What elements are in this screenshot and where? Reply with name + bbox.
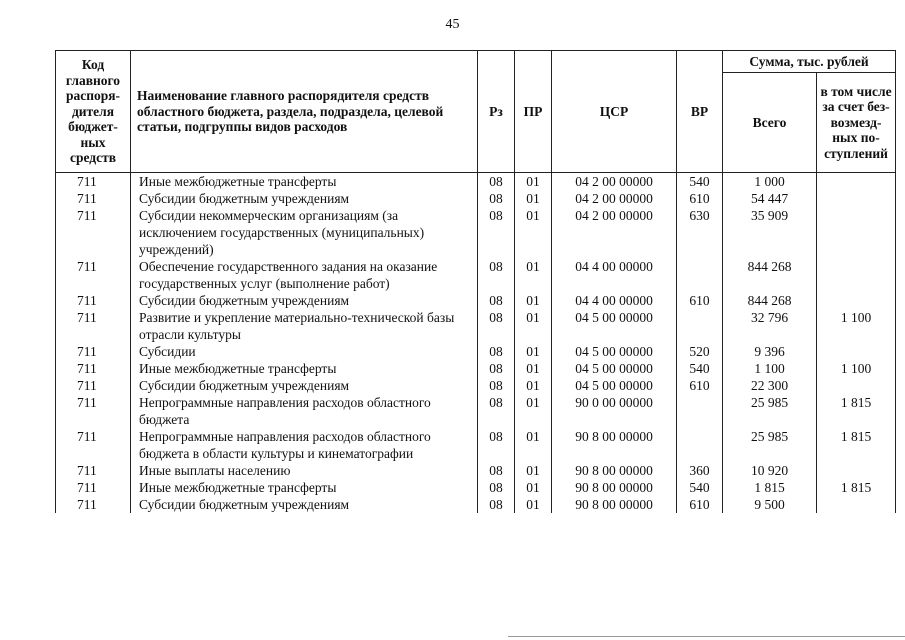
total-cell: 9 500: [723, 496, 817, 513]
table-row: [56, 377, 896, 394]
table-row: [56, 496, 896, 513]
total-cell: 844 268: [723, 292, 817, 309]
csr-cell: 04 5 00 00000: [552, 343, 677, 360]
total-cell: 10 920: [723, 462, 817, 479]
pr-cell: 01: [515, 207, 552, 258]
table-row: [56, 343, 896, 360]
name-cell: Субсидии бюджетным учреждениям: [131, 496, 478, 513]
vr-cell: [677, 309, 723, 343]
rz-cell: 08: [478, 479, 515, 496]
rz-cell: 08: [478, 309, 515, 343]
pr-cell: 01: [515, 190, 552, 207]
code-cell: 711: [56, 479, 131, 496]
grants-cell: 1 815: [817, 479, 896, 496]
vr-cell: 610: [677, 496, 723, 513]
grants-cell: [817, 207, 896, 258]
pr-cell: 01: [515, 462, 552, 479]
header-rz: Рз: [478, 51, 515, 173]
grants-cell: [817, 343, 896, 360]
rz-cell: 08: [478, 394, 515, 428]
header-vr: ВР: [677, 51, 723, 173]
total-cell: 54 447: [723, 190, 817, 207]
name-cell: Непрограммные направления расходов областного бюджета в области культуры и кинематографии: [131, 428, 478, 462]
header-name: Наименование главного распорядителя средств областного бюджета, раздела, подраздела, целевой статьи, подгруппы видов расходов: [131, 51, 478, 173]
csr-cell: 04 2 00 00000: [552, 207, 677, 258]
rz-cell: 08: [478, 258, 515, 292]
grants-cell: 1 815: [817, 428, 896, 462]
name-cell: Непрограммные направления расходов областного бюджета: [131, 394, 478, 428]
name-cell: Субсидии бюджетным учреждениям: [131, 292, 478, 309]
name-cell: Субсидии некоммерческим организациям (за исключением государственных (муниципальных) учреждений): [131, 207, 478, 258]
table-row: [56, 462, 896, 479]
rz-cell: 08: [478, 190, 515, 207]
code-cell: 711: [56, 377, 131, 394]
total-cell: 1 000: [723, 173, 817, 191]
table-row: [56, 207, 896, 258]
rz-cell: 08: [478, 462, 515, 479]
csr-cell: 04 5 00 00000: [552, 360, 677, 377]
scan-edge-line: [508, 636, 905, 637]
code-cell: 711: [56, 462, 131, 479]
pr-cell: 01: [515, 496, 552, 513]
code-cell: 711: [56, 207, 131, 258]
rz-cell: 08: [478, 428, 515, 462]
pr-cell: 01: [515, 360, 552, 377]
total-cell: 32 796: [723, 309, 817, 343]
name-cell: Субсидии бюджетным учреждениям: [131, 190, 478, 207]
page-number: 45: [445, 17, 460, 32]
csr-cell: 90 8 00 00000: [552, 428, 677, 462]
csr-cell: 04 5 00 00000: [552, 309, 677, 343]
vr-cell: [677, 258, 723, 292]
name-cell: Развитие и укрепление материально-технической базы отрасли культуры: [131, 309, 478, 343]
total-cell: 22 300: [723, 377, 817, 394]
code-cell: 711: [56, 343, 131, 360]
csr-cell: 04 2 00 00000: [552, 173, 677, 191]
name-cell: Иные межбюджетные трансферты: [131, 173, 478, 191]
rz-cell: 08: [478, 173, 515, 191]
grants-cell: [817, 190, 896, 207]
pr-cell: 01: [515, 343, 552, 360]
name-cell: Обеспечение государственного задания на оказание государственных услуг (выполнение работ): [131, 258, 478, 292]
vr-cell: 610: [677, 377, 723, 394]
budget-table: [55, 50, 896, 513]
grants-cell: [817, 462, 896, 479]
table-row: [56, 428, 896, 462]
rz-cell: 08: [478, 207, 515, 258]
rz-cell: 08: [478, 343, 515, 360]
vr-cell: [677, 394, 723, 428]
vr-cell: 360: [677, 462, 723, 479]
pr-cell: 01: [515, 258, 552, 292]
header-pr: ПР: [515, 51, 552, 173]
pr-cell: 01: [515, 173, 552, 191]
rz-cell: 08: [478, 360, 515, 377]
grants-cell: [817, 496, 896, 513]
table-row: [56, 309, 896, 343]
rz-cell: 08: [478, 496, 515, 513]
pr-cell: 01: [515, 479, 552, 496]
grants-cell: 1 100: [817, 309, 896, 343]
pr-cell: 01: [515, 428, 552, 462]
total-cell: 35 909: [723, 207, 817, 258]
code-cell: 711: [56, 173, 131, 191]
csr-cell: 04 5 00 00000: [552, 377, 677, 394]
vr-cell: [677, 428, 723, 462]
csr-cell: 04 2 00 00000: [552, 190, 677, 207]
header-code: Код главного распоря-дителя бюджет-ных средств: [56, 51, 131, 173]
table-row: [56, 190, 896, 207]
rz-cell: 08: [478, 292, 515, 309]
vr-cell: 520: [677, 343, 723, 360]
name-cell: Иные межбюджетные трансферты: [131, 479, 478, 496]
grants-cell: 1 100: [817, 360, 896, 377]
code-cell: 711: [56, 190, 131, 207]
table-row: [56, 394, 896, 428]
grants-cell: 1 815: [817, 394, 896, 428]
code-cell: 711: [56, 360, 131, 377]
pr-cell: 01: [515, 377, 552, 394]
vr-cell: 540: [677, 360, 723, 377]
vr-cell: 630: [677, 207, 723, 258]
table-row: [56, 292, 896, 309]
table-row: [56, 173, 896, 191]
csr-cell: 90 8 00 00000: [552, 496, 677, 513]
code-cell: 711: [56, 292, 131, 309]
table-header: [56, 51, 896, 173]
grants-cell: [817, 377, 896, 394]
code-cell: 711: [56, 428, 131, 462]
header-grants: в том числе за счет без-возмезд-ных по-ступлений: [817, 73, 896, 173]
csr-cell: 04 4 00 00000: [552, 292, 677, 309]
name-cell: Иные выплаты населению: [131, 462, 478, 479]
code-cell: 711: [56, 496, 131, 513]
code-cell: 711: [56, 309, 131, 343]
csr-cell: 90 8 00 00000: [552, 462, 677, 479]
pr-cell: 01: [515, 309, 552, 343]
header-sum: Сумма, тыс. рублей: [723, 51, 896, 73]
total-cell: 25 985: [723, 394, 817, 428]
vr-cell: 610: [677, 292, 723, 309]
total-cell: 9 396: [723, 343, 817, 360]
csr-cell: 04 4 00 00000: [552, 258, 677, 292]
vr-cell: 540: [677, 479, 723, 496]
vr-cell: 540: [677, 173, 723, 191]
pr-cell: 01: [515, 394, 552, 428]
name-cell: Субсидии бюджетным учреждениям: [131, 377, 478, 394]
header-csr: ЦСР: [552, 51, 677, 173]
pr-cell: 01: [515, 292, 552, 309]
table-body: [56, 173, 896, 514]
csr-cell: 90 0 00 00000: [552, 394, 677, 428]
grants-cell: [817, 173, 896, 191]
table-row: [56, 360, 896, 377]
name-cell: Иные межбюджетные трансферты: [131, 360, 478, 377]
total-cell: 25 985: [723, 428, 817, 462]
total-cell: 1 815: [723, 479, 817, 496]
csr-cell: 90 8 00 00000: [552, 479, 677, 496]
code-cell: 711: [56, 394, 131, 428]
header-total: Всего: [723, 73, 817, 173]
vr-cell: 610: [677, 190, 723, 207]
name-cell: Субсидии: [131, 343, 478, 360]
total-cell: 844 268: [723, 258, 817, 292]
rz-cell: 08: [478, 377, 515, 394]
total-cell: 1 100: [723, 360, 817, 377]
table-row: [56, 479, 896, 496]
code-cell: 711: [56, 258, 131, 292]
table-row: [56, 258, 896, 292]
grants-cell: [817, 258, 896, 292]
grants-cell: [817, 292, 896, 309]
